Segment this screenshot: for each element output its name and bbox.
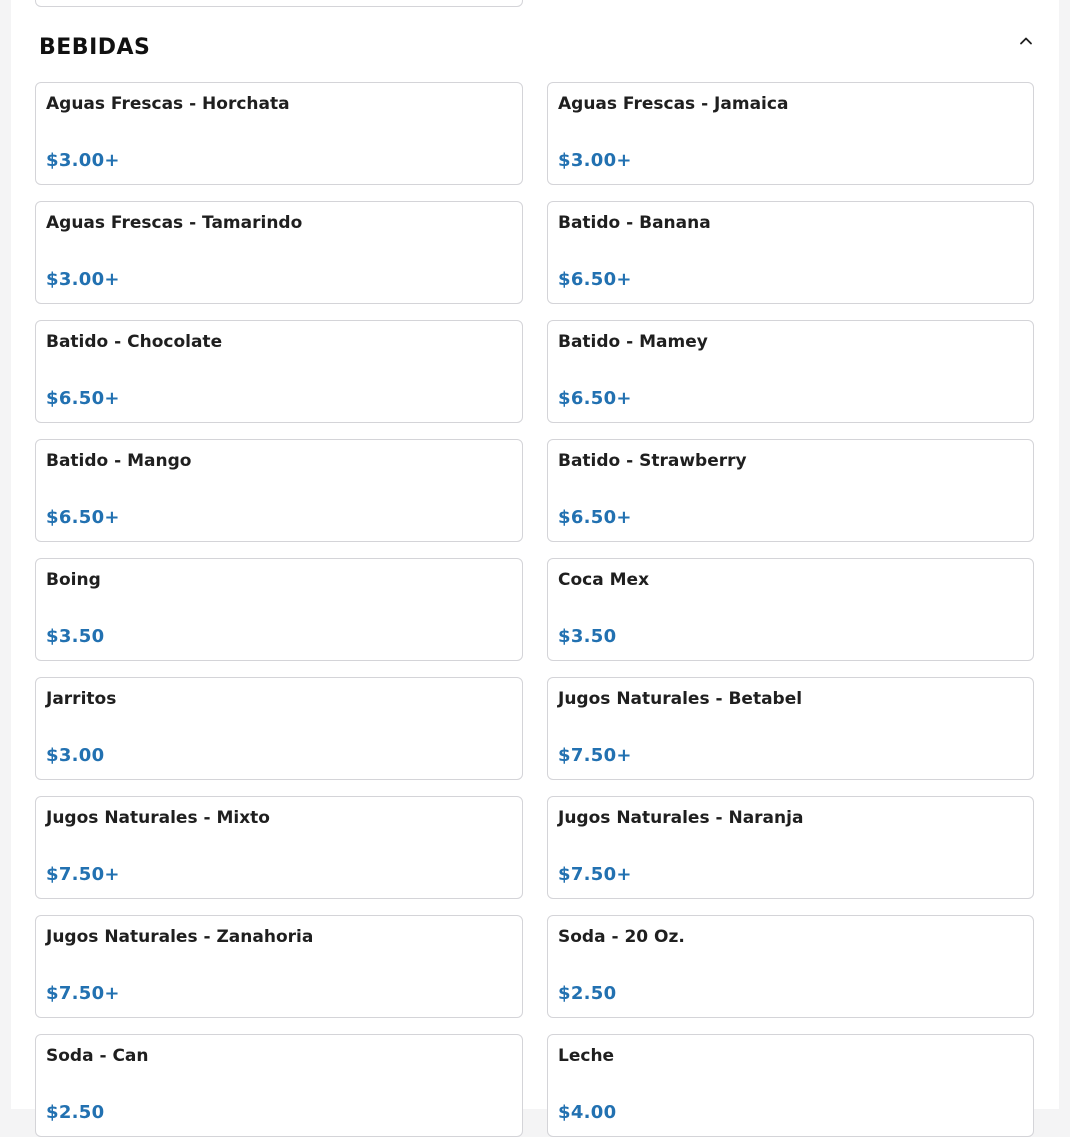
menu-item-name: Soda - Can (46, 1046, 149, 1066)
menu-item-price: $6.50+ (46, 507, 120, 528)
menu-item-name: Aguas Frescas - Jamaica (558, 94, 789, 114)
menu-item-price: $6.50+ (558, 269, 632, 290)
menu-item-price: $6.50+ (558, 388, 632, 409)
chevron-up-icon (1018, 33, 1034, 49)
menu-item-name: Jugos Naturales - Zanahoria (46, 927, 314, 947)
menu-item-name: Coca Mex (558, 570, 650, 590)
menu-item-name: Jugos Naturales - Betabel (558, 689, 803, 709)
menu-item-name: Batido - Strawberry (558, 451, 747, 471)
menu-item-price: $3.00+ (46, 269, 120, 290)
menu-item-card[interactable] (35, 1034, 523, 1137)
menu-item-name: Jarritos (46, 689, 117, 709)
menu-item-name: Batido - Mamey (558, 332, 708, 352)
menu-item-card[interactable] (547, 82, 1034, 185)
menu-item-price: $7.50+ (46, 864, 120, 885)
menu-item-name: Batido - Banana (558, 213, 711, 233)
menu-item-price: $3.50 (558, 626, 617, 647)
menu-item-card[interactable] (35, 796, 523, 899)
menu-item-card[interactable] (547, 439, 1034, 542)
menu-item-name: Batido - Chocolate (46, 332, 223, 352)
previous-section-card[interactable] (35, 0, 523, 7)
menu-item-price: $3.00 (46, 745, 105, 766)
menu-item-card[interactable] (35, 915, 523, 1018)
menu-item-name: Aguas Frescas - Horchata (46, 94, 290, 114)
menu-item-name: Jugos Naturales - Mixto (46, 808, 270, 828)
menu-item-card[interactable] (35, 201, 523, 304)
menu-item-price: $6.50+ (558, 507, 632, 528)
menu-item-price: $6.50+ (46, 388, 120, 409)
menu-item-price: $3.50 (46, 626, 105, 647)
menu-item-price: $3.00+ (558, 150, 632, 171)
menu-item-name: Leche (558, 1046, 615, 1066)
menu-item-card[interactable] (547, 677, 1034, 780)
menu-item-name: Boing (46, 570, 101, 590)
menu-item-card[interactable] (35, 439, 523, 542)
menu-item-card[interactable] (35, 320, 523, 423)
menu-item-price: $4.00 (558, 1102, 617, 1123)
menu-item-price: $2.50 (46, 1102, 105, 1123)
menu-item-card[interactable] (547, 915, 1034, 1018)
menu-item-card[interactable] (35, 558, 523, 661)
menu-item-name: Jugos Naturales - Naranja (558, 808, 804, 828)
menu-item-card[interactable] (35, 82, 523, 185)
menu-item-price: $7.50+ (46, 983, 120, 1004)
menu-item-name: Soda - 20 Oz. (558, 927, 685, 947)
menu-item-name: Batido - Mango (46, 451, 192, 471)
menu-item-price: $2.50 (558, 983, 617, 1004)
menu-item-card[interactable] (547, 796, 1034, 899)
menu-panel (11, 0, 1059, 1123)
menu-items-grid (35, 82, 1034, 1137)
section-title: BEBIDAS (39, 35, 151, 60)
menu-item-card[interactable] (547, 1034, 1034, 1137)
menu-item-card[interactable] (547, 558, 1034, 661)
menu-item-price: $7.50+ (558, 864, 632, 885)
menu-item-price: $7.50+ (558, 745, 632, 766)
menu-item-card[interactable] (547, 201, 1034, 304)
collapse-section-button[interactable] (1015, 30, 1037, 52)
menu-item-price: $3.00+ (46, 150, 120, 171)
menu-item-card[interactable] (547, 320, 1034, 423)
menu-item-card[interactable] (35, 677, 523, 780)
menu-item-name: Aguas Frescas - Tamarindo (46, 213, 303, 233)
